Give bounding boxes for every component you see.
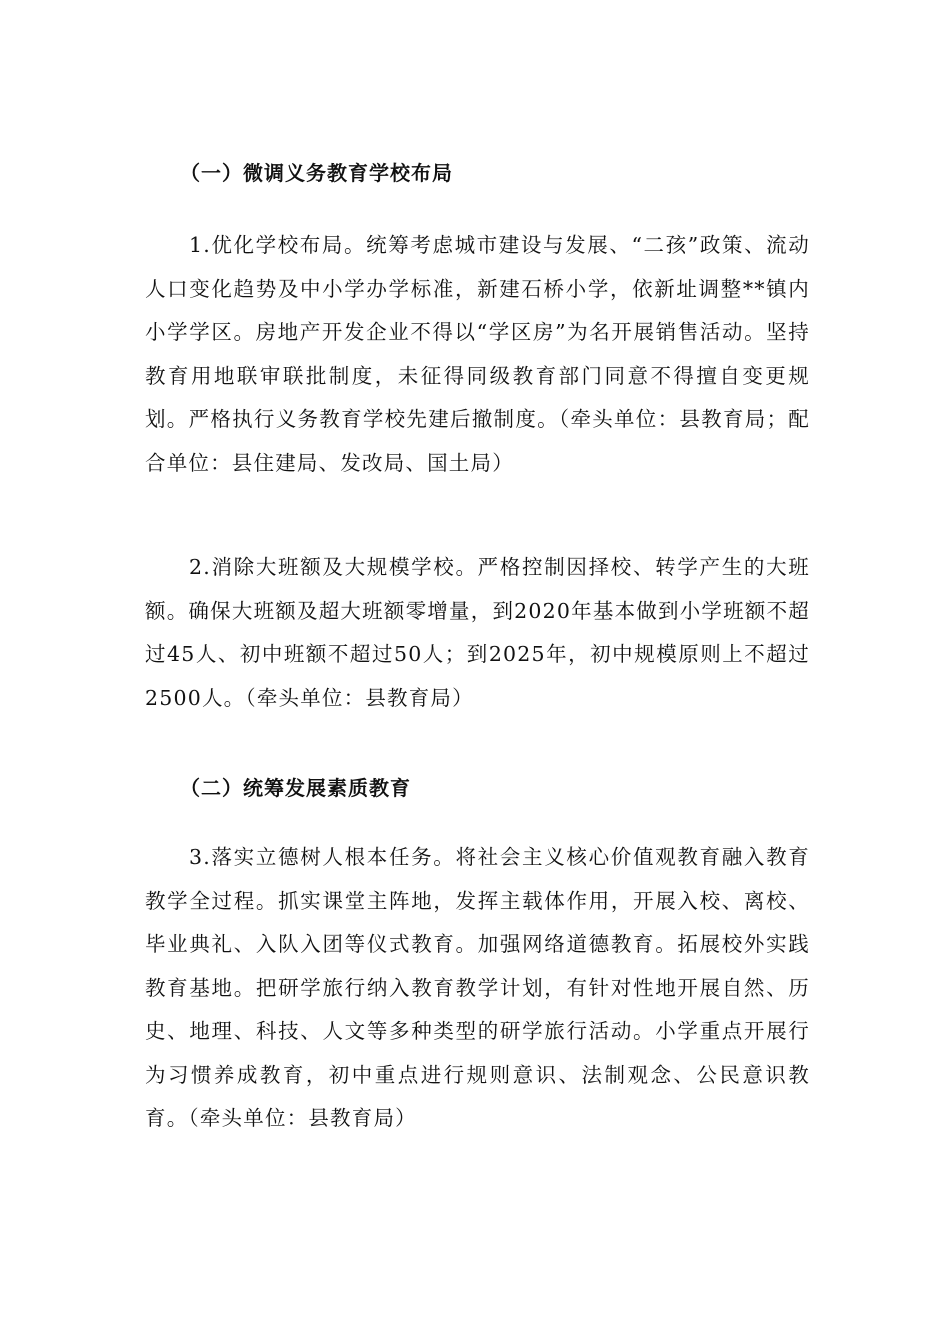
section-heading-2: （二）统筹发展素质教育	[180, 776, 411, 800]
paragraph-1: 1.优化学校布局。统筹考虑城市建设与发展、“二孩”政策、流动人口变化趋势及中小学办学标准，新建石桥小学，依新址调整**镇内小学学区。房地产开发企业不得以“学区房”为名开展销售活动。坚持教育用地联审联批制度，未征得同级教育部门同意不得擅自变更规划。严格执行义务教育学校先建后撤制度。（牵头单位：县教育局；配合单位：县住建局、发改局、国土局）	[145, 233, 810, 475]
section-heading-1: （一）微调义务教育学校布局	[180, 161, 453, 185]
paragraph-2: 2.消除大班额及大规模学校。严格控制因择校、转学产生的大班额。确保大班额及超大班额零增量，到2020年基本做到小学班额不超过45人、初中班额不超过50人；到2025年，初中规模原则上不超过2500人。（牵头单位：县教育局）	[145, 555, 810, 710]
paragraph-3: 3.落实立德树人根本任务。将社会主义核心价值观教育融入教育教学全过程。抓实课堂主阵地，发挥主载体作用，开展入校、离校、毕业典礼、入队入团等仪式教育。加强网络道德教育。拓展校外实践教育基地。把研学旅行纳入教育教学计划，有针对性地开展自然、历史、地理、科技、人文等多种类型的研学旅行活动。小学重点开展行为习惯养成教育，初中重点进行规则意识、法制观念、公民意识教育。（牵头单位：县教育局）	[145, 845, 810, 1130]
